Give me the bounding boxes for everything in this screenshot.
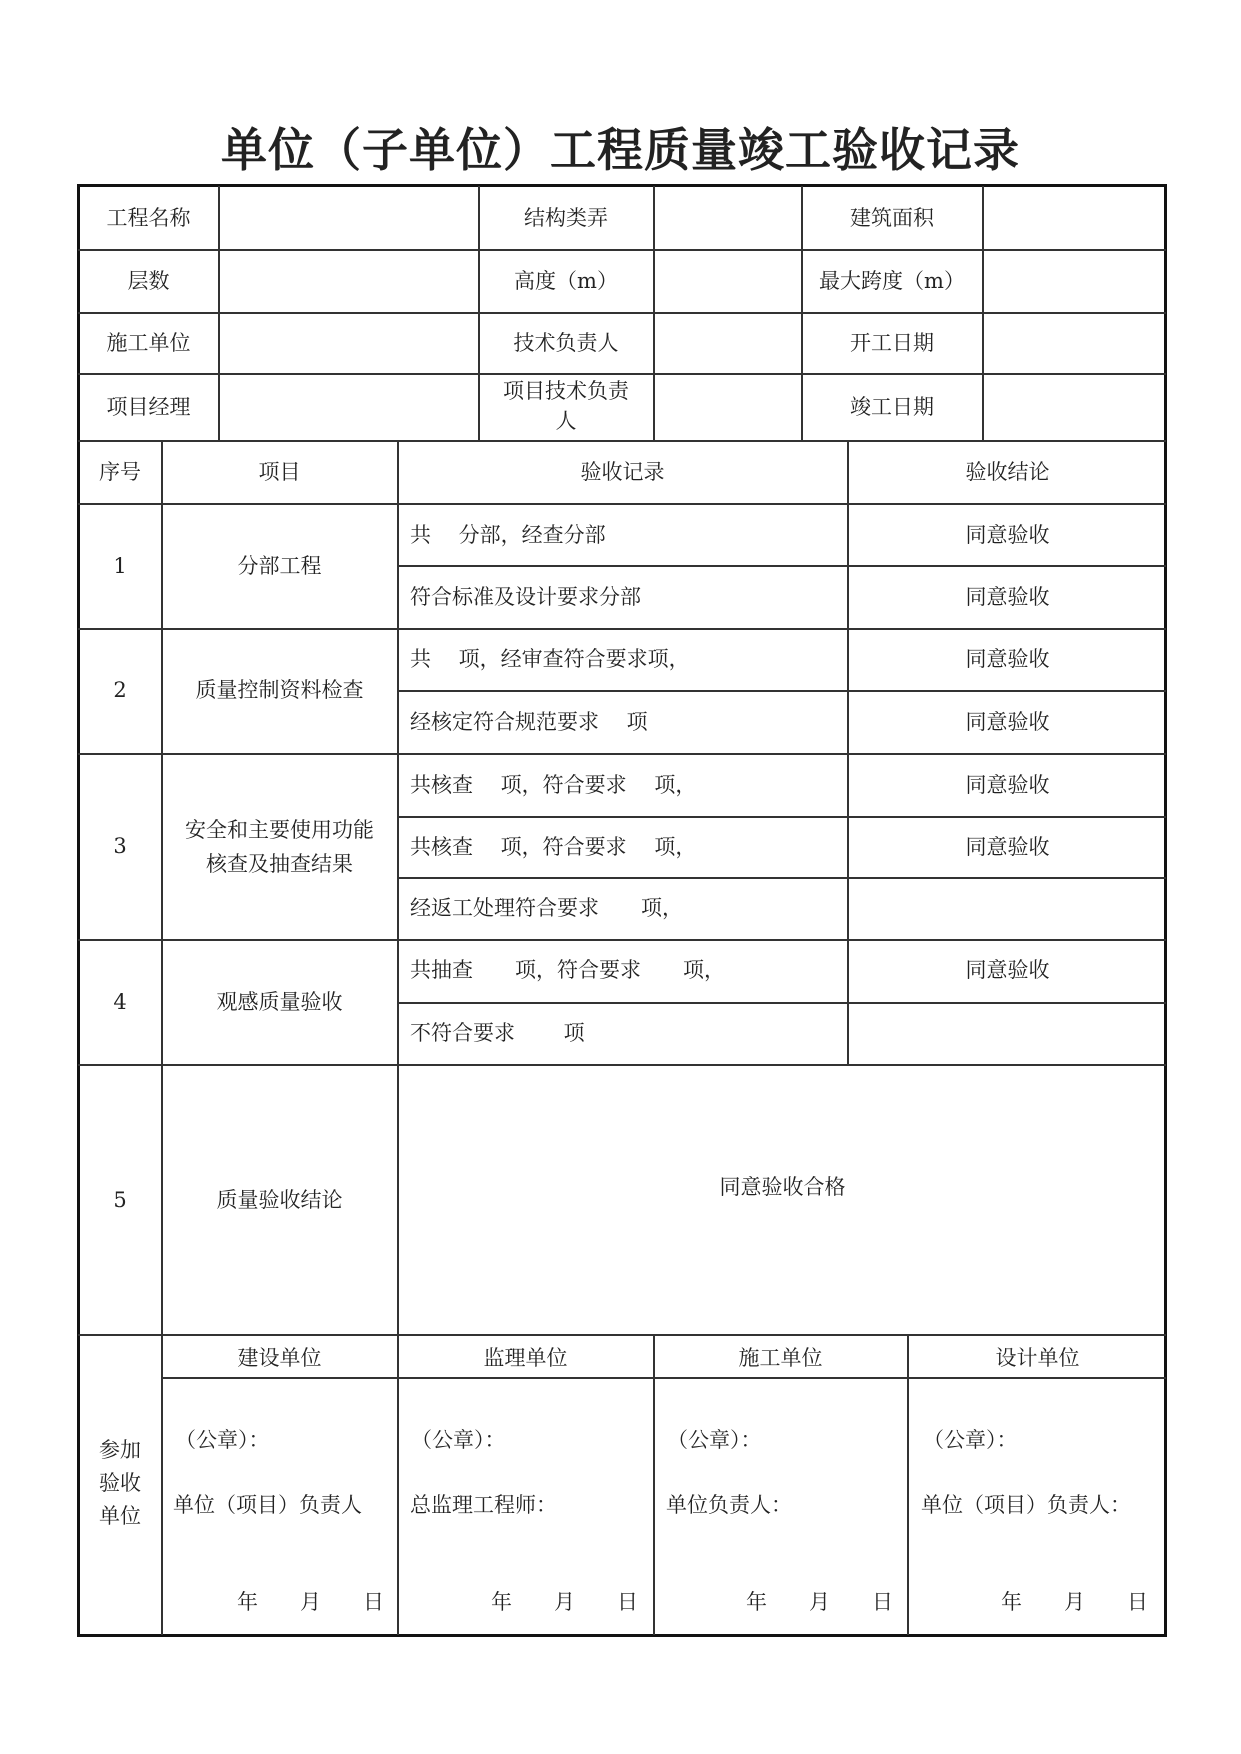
divider xyxy=(398,816,1166,818)
divider xyxy=(653,1334,655,1635)
unit-date-supervision: 年 月 日 xyxy=(491,1590,638,1614)
project-manager-label: 项目经理 xyxy=(106,395,191,419)
row-1-seq: 1 xyxy=(113,554,127,578)
max-span-label: 最大跨度（m） xyxy=(819,269,965,293)
unit-date-construction: 年 月 日 xyxy=(237,1590,384,1614)
divider xyxy=(78,939,1166,941)
row-4-record-1: 共抽查 项，符合要求 项， xyxy=(410,958,725,982)
divider xyxy=(78,1064,1166,1066)
unit-signer-contractor: 单位负责人： xyxy=(666,1493,792,1517)
row-2-conclusion-2: 同意验收 xyxy=(965,710,1050,734)
row-3-conclusion-1: 同意验收 xyxy=(965,773,1050,797)
divider xyxy=(78,753,1166,755)
project-tech-leader-label: 项目技术负责 xyxy=(503,379,629,403)
height-label: 高度（m） xyxy=(514,269,618,293)
row-3-record-3: 经返工处理符合要求 项， xyxy=(410,896,683,920)
row-4-item: 观感质量验收 xyxy=(216,990,343,1014)
divider xyxy=(162,1377,1166,1379)
row-4-seq: 4 xyxy=(113,990,127,1014)
project-tech-leader-label-cont: 人 xyxy=(555,409,577,433)
row-3-seq: 3 xyxy=(113,834,127,858)
conclusion-header: 验收结论 xyxy=(965,460,1050,484)
unit-seal-construction: （公章）： xyxy=(175,1428,270,1452)
row-3-item: 安全和主要使用功能 xyxy=(185,818,374,842)
divider xyxy=(78,503,1166,505)
page-title: 单位（子单位）工程质量竣工验收记录 xyxy=(221,123,1020,177)
divider xyxy=(78,249,1166,251)
unit-name-design: 设计单位 xyxy=(995,1346,1080,1370)
unit-signer-supervision: 总监理工程师： xyxy=(410,1493,557,1517)
divider xyxy=(398,565,1166,567)
participants-label: 参加 xyxy=(99,1438,141,1462)
item-header: 项目 xyxy=(258,460,301,484)
divider xyxy=(398,1002,1166,1004)
seq-header: 序号 xyxy=(99,460,141,484)
row-3-item-cont: 核查及抽查结果 xyxy=(206,852,353,876)
row-5-item: 质量验收结论 xyxy=(216,1188,343,1212)
row-2-seq: 2 xyxy=(113,678,127,702)
start-date-label: 开工日期 xyxy=(850,331,934,355)
row-4-record-2: 不符合要求 项 xyxy=(410,1021,585,1045)
unit-seal-supervision: （公章）： xyxy=(411,1428,506,1452)
unit-seal-design: （公章）： xyxy=(923,1428,1018,1452)
divider xyxy=(78,628,1166,630)
building-area-label: 建筑面积 xyxy=(850,206,934,230)
tech-leader-label: 技术负责人 xyxy=(513,331,619,355)
row-1-record-2: 符合标准及设计要求分部 xyxy=(410,585,641,609)
participants-label-line-2: 验收 xyxy=(99,1471,141,1495)
row-2-record-2: 经核定符合规范要求 项 xyxy=(410,710,648,734)
unit-seal-contractor: （公章）： xyxy=(667,1428,762,1452)
row-3-conclusion-2: 同意验收 xyxy=(965,835,1050,859)
structure-type-label: 结构类弄 xyxy=(524,206,608,230)
contractor-label: 施工单位 xyxy=(106,331,191,355)
unit-name-supervision: 监理单位 xyxy=(483,1346,568,1370)
floors-label: 层数 xyxy=(127,269,170,293)
row-3-record-1: 共核查 项，符合要求 项， xyxy=(410,773,697,797)
divider xyxy=(397,440,399,1635)
row-2-item: 质量控制资料检查 xyxy=(195,678,364,702)
final-conclusion: 同意验收合格 xyxy=(719,1175,846,1199)
divider xyxy=(982,186,984,440)
row-1-record-1: 共 分部，经查分部 xyxy=(410,523,606,547)
unit-signer-construction: 单位（项目）负责人 xyxy=(173,1493,362,1517)
row-1-conclusion-2: 同意验收 xyxy=(965,585,1050,609)
participants-label-line-3: 单位 xyxy=(99,1504,141,1528)
divider xyxy=(78,1334,1166,1336)
unit-name-contractor: 施工单位 xyxy=(738,1346,823,1370)
divider xyxy=(161,440,163,1635)
completion-date-label: 竣工日期 xyxy=(850,395,934,419)
divider xyxy=(218,186,220,440)
divider xyxy=(398,877,1166,879)
row-1-item: 分部工程 xyxy=(237,554,322,578)
unit-signer-design: 单位（项目）负责人： xyxy=(921,1493,1131,1517)
row-1-conclusion-1: 同意验收 xyxy=(965,523,1050,547)
divider xyxy=(78,440,1166,442)
unit-name-construction: 建设单位 xyxy=(237,1346,322,1370)
row-2-conclusion-1: 同意验收 xyxy=(965,647,1050,671)
divider xyxy=(653,186,655,440)
unit-date-contractor: 年 月 日 xyxy=(746,1590,893,1614)
divider xyxy=(78,373,1166,375)
row-5-seq: 5 xyxy=(113,1188,127,1212)
unit-date-design: 年 月 日 xyxy=(1001,1590,1148,1614)
row-3-record-2: 共核查 项，符合要求 项， xyxy=(410,835,697,859)
row-2-record-1: 共 项，经审查符合要求项， xyxy=(410,647,690,671)
divider xyxy=(907,1334,909,1635)
divider xyxy=(78,312,1166,314)
project-name-label: 工程名称 xyxy=(106,206,191,230)
divider xyxy=(398,690,1166,692)
record-header: 验收记录 xyxy=(580,460,665,484)
row-4-conclusion-1: 同意验收 xyxy=(965,958,1050,982)
